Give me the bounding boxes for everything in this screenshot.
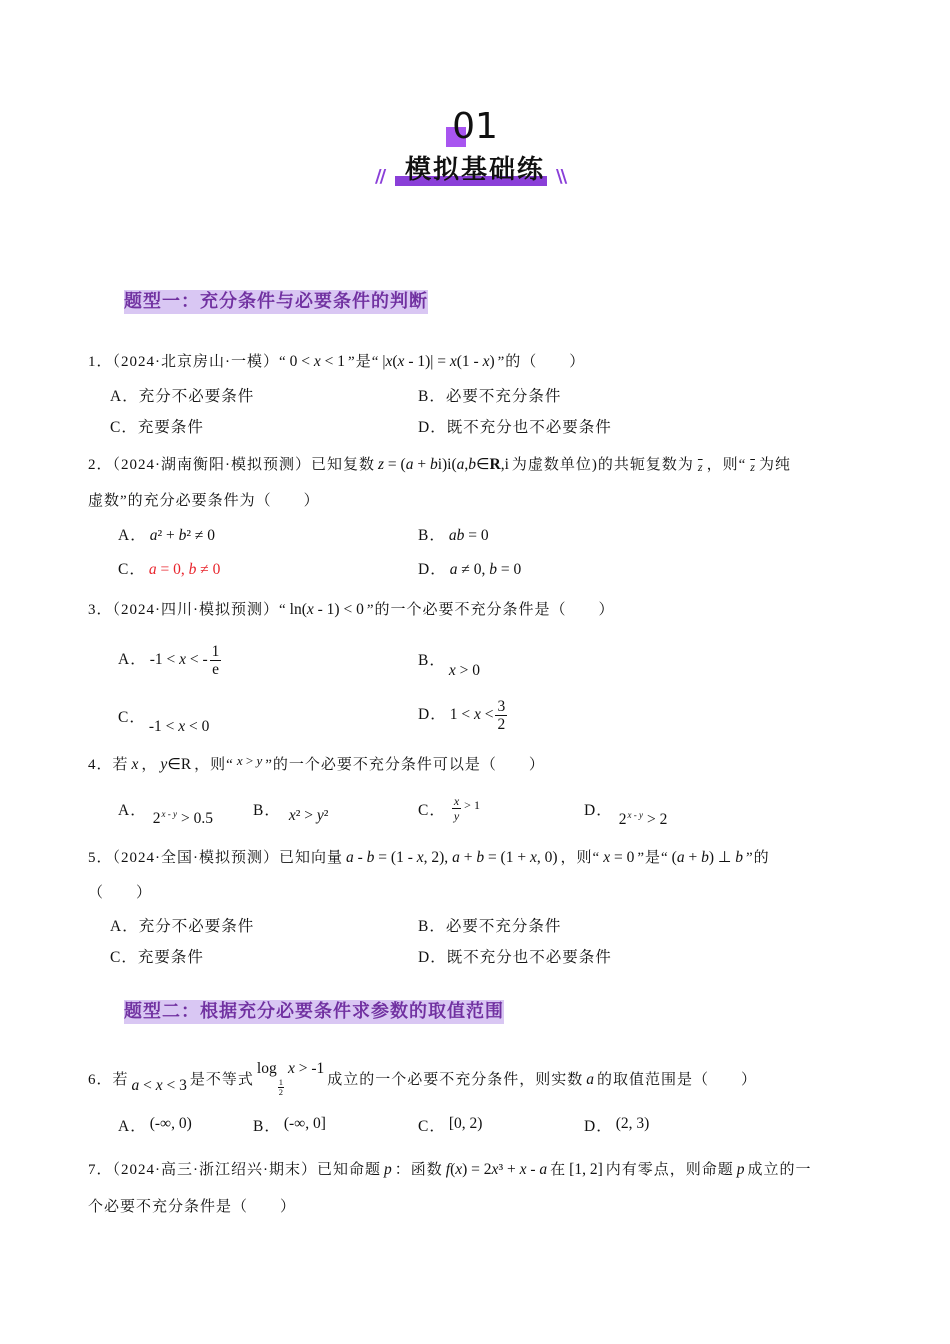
option-label: A． <box>110 918 139 935</box>
q1-source: 1．（2024·北京房山·一模）“ <box>88 354 287 370</box>
q6-log-inequality <box>254 1060 327 1097</box>
q2-conjugate-z: $\overline{z}$ <box>750 460 755 474</box>
option-math: (-∞, 0] <box>283 1115 326 1132</box>
q6-option-b <box>253 1117 329 1137</box>
q6-var-a: a <box>586 1071 595 1088</box>
q7-text: 内有零点，则命题 <box>605 1162 734 1178</box>
q4-inequality-math: x > y <box>236 753 263 768</box>
option-text: 既不充分也不必要条件 <box>446 419 612 436</box>
option-math: 1 < x < <box>449 706 494 723</box>
page-title: 模拟基础练 <box>404 155 545 185</box>
q5-condition-math: x = 0 <box>603 849 635 866</box>
option-math <box>147 810 216 827</box>
q1-text-end: ”的（ ） <box>497 354 586 370</box>
q4-option-d <box>584 801 670 828</box>
section-number: 01 <box>452 106 498 147</box>
option-label: C． <box>110 419 138 436</box>
log-inequality-rest: x > -1 <box>287 1060 325 1077</box>
q2-option-d <box>418 560 524 580</box>
power-exponent: x - y <box>627 810 643 820</box>
question-7-line-1 <box>88 1160 812 1180</box>
q4-option-b <box>253 801 331 824</box>
q7-text: 成立的一 <box>747 1162 812 1178</box>
q4-text-end: ”的一个必要不充分条件可以是（ ） <box>265 757 545 773</box>
option-math <box>613 811 671 828</box>
q1-condition-math: 0 < x < 1 <box>289 353 346 370</box>
option-label: D． <box>418 706 447 723</box>
q3-text-end: ”的一个必要不充分条件是（ ） <box>366 602 615 618</box>
inequality-rest: > 1 <box>464 798 480 812</box>
q6-option-d <box>584 1117 652 1137</box>
q3-option-b <box>418 651 483 679</box>
fraction <box>452 794 461 823</box>
question-3 <box>88 600 615 620</box>
q2-source: 2．（2024·湖南衡阳·模拟预测）已知复数 <box>88 457 375 473</box>
option-label: B． <box>418 918 446 935</box>
q3-option-a <box>118 640 223 680</box>
section-heading-2: 题型二：根据充分必要条件求参数的取值范围 <box>124 1001 504 1022</box>
question-5-line-1 <box>88 848 770 868</box>
decor-slash-right: \\ <box>556 166 566 187</box>
option-label: C． <box>110 949 138 966</box>
option-text: 充要条件 <box>137 949 204 966</box>
question-2-line-1 <box>88 455 791 477</box>
option-label: B． <box>418 388 446 405</box>
q7-function-math: f(x) = 2x³ + x - a <box>445 1161 548 1178</box>
q7-interval-math: [1, 2] <box>569 1161 603 1178</box>
q5-vector-math: a - b = (1 - x, 2), a + b = (1 + x, 0) <box>346 849 558 866</box>
decor-slash-left: // <box>375 166 385 187</box>
question-4 <box>88 755 545 775</box>
option-label: A． <box>118 527 147 544</box>
option-text: 必要不充分条件 <box>445 918 562 935</box>
q2-option-a <box>118 526 218 546</box>
q7-proposition-p: p <box>736 1161 745 1178</box>
q2-text: 为纯 <box>758 457 791 473</box>
section-heading-1: 题型一：充分条件与必要条件的判断 <box>124 291 428 312</box>
q3-log-math: ln(x - 1) < 0 <box>289 601 364 618</box>
q3-option-c <box>118 708 212 735</box>
power-base: 2 <box>152 810 161 827</box>
q2-text-end: 虚数”的充分必要条件为（ ） <box>88 493 320 509</box>
option-label: D． <box>418 419 447 436</box>
option-label: A． <box>118 651 147 668</box>
option-math-answer: a = 0, b ≠ 0 <box>148 561 221 578</box>
q2-text: ，则“ <box>706 457 747 473</box>
q5-text: ”的 <box>746 850 770 866</box>
option-label: D． <box>584 802 613 819</box>
option-math: (-∞, 0) <box>149 1115 192 1132</box>
log-base-fraction <box>278 1078 284 1097</box>
option-label: C． <box>418 1118 446 1135</box>
log-function: log <box>256 1060 277 1077</box>
q7-text: 在 <box>550 1162 567 1178</box>
q2-option-c <box>118 560 223 580</box>
q5-text: ”是“ <box>637 850 669 866</box>
fraction-denominator: y <box>453 808 460 823</box>
fraction-numerator: x <box>453 793 460 808</box>
inequality-rest: > 2 <box>646 811 668 828</box>
q2-complex-math: z = (a + bi)i(a,b∈R,i <box>378 456 509 473</box>
q6-option-a <box>118 1117 195 1137</box>
option-label: D． <box>584 1118 613 1135</box>
option-text: 既不充分也不必要条件 <box>446 949 612 966</box>
option-label: A． <box>118 802 147 819</box>
q6-range-math: a < x < 3 <box>131 1077 187 1094</box>
q3-option-d <box>418 695 509 735</box>
q5-option-a <box>110 917 254 937</box>
q4-option-c <box>418 791 481 831</box>
q7-text: ：函数 <box>394 1162 443 1178</box>
option-label: B． <box>418 527 446 544</box>
option-math: -1 < x < 0 <box>148 718 210 735</box>
fraction <box>495 698 507 733</box>
question-1 <box>88 352 585 372</box>
option-math: (2, 3) <box>615 1115 650 1132</box>
q4-var-x: x <box>131 756 139 773</box>
q4-domain-math: y∈R <box>160 756 192 773</box>
q1-equation-math: |x(x - 1)| = x(1 - x) <box>382 353 495 370</box>
q5-perpendicular-math: (a + b) ⊥ b <box>671 849 744 866</box>
option-text: 充分不必要条件 <box>138 918 255 935</box>
option-math: ab = 0 <box>448 527 489 544</box>
q4-text: ， <box>141 757 158 773</box>
inequality-rest: > 0.5 <box>180 810 213 827</box>
q6-text: 是不等式 <box>189 1072 254 1088</box>
q5-source: 5．（2024·全国·模拟预测）已知向量 <box>88 850 343 866</box>
q1-option-b <box>418 387 561 407</box>
q6-text: 6．若 <box>88 1072 129 1088</box>
q1-option-a <box>110 387 254 407</box>
fraction-numerator: 1 <box>211 642 220 660</box>
q3-source: 3．（2024·四川·模拟预测）“ <box>88 602 287 618</box>
option-text: 必要不充分条件 <box>445 388 562 405</box>
q5-text: ，则“ <box>560 850 601 866</box>
question-5-line-2 <box>88 883 152 903</box>
fraction <box>210 643 222 678</box>
q5-answer-blank: （ ） <box>88 885 153 901</box>
option-text: 充要条件 <box>137 419 204 436</box>
q7-text-end: 个必要不充分条件是（ ） <box>88 1199 297 1215</box>
q6-text: 成立的一个必要不充分条件，则实数 <box>327 1072 584 1088</box>
q2-option-b <box>418 526 492 546</box>
fraction-denominator: 2 <box>278 1087 283 1097</box>
option-label: B． <box>253 1118 281 1135</box>
q1-text: ”是“ <box>348 354 380 370</box>
option-label: B． <box>253 802 281 819</box>
question-6 <box>88 1060 758 1108</box>
q2-text: 为虚数单位)的共轭复数为 <box>511 457 694 473</box>
power-base: 2 <box>618 811 627 828</box>
option-label: B． <box>418 652 446 669</box>
q6-text-end: 的取值范围是（ ） <box>597 1072 758 1088</box>
option-label: C． <box>118 561 146 578</box>
q4-text: 4．若 <box>88 757 129 773</box>
power-exponent: x - y <box>161 809 177 819</box>
q7-proposition-p: p <box>384 1161 392 1178</box>
q5-option-c <box>110 948 204 968</box>
q7-source: 7．（2024·高三·浙江绍兴·期末）已知命题 <box>88 1162 381 1178</box>
fraction-denominator: 2 <box>497 715 506 733</box>
option-math: a² + b² ≠ 0 <box>149 527 215 544</box>
fraction-denominator: e <box>212 660 219 678</box>
q2-conjugate-z: $\overline{z}$ <box>697 460 703 474</box>
option-math: -1 < x < - <box>149 651 208 668</box>
question-2-line-2 <box>88 491 320 511</box>
option-label: A． <box>110 388 139 405</box>
q5-option-d <box>418 948 612 968</box>
fraction-numerator: 3 <box>497 697 506 715</box>
q4-text: ，则“ <box>194 757 234 773</box>
option-text: 充分不必要条件 <box>138 388 255 405</box>
q1-option-c <box>110 418 204 438</box>
q5-option-b <box>418 917 561 937</box>
fraction-numerator: 1 <box>278 1077 283 1087</box>
option-label: D． <box>418 949 447 966</box>
q4-option-a <box>118 801 216 827</box>
question-7-line-2 <box>88 1197 296 1217</box>
option-label: C． <box>418 802 446 819</box>
option-math: x² > y² <box>288 807 329 824</box>
option-math: a ≠ 0, b = 0 <box>449 561 522 578</box>
q6-option-c <box>418 1117 485 1137</box>
option-label: D． <box>418 561 447 578</box>
option-label: A． <box>118 1118 147 1135</box>
option-math: [0, 2) <box>448 1115 483 1132</box>
option-math: x > 0 <box>448 662 480 679</box>
option-label: C． <box>118 709 146 726</box>
q1-option-d <box>418 418 612 438</box>
